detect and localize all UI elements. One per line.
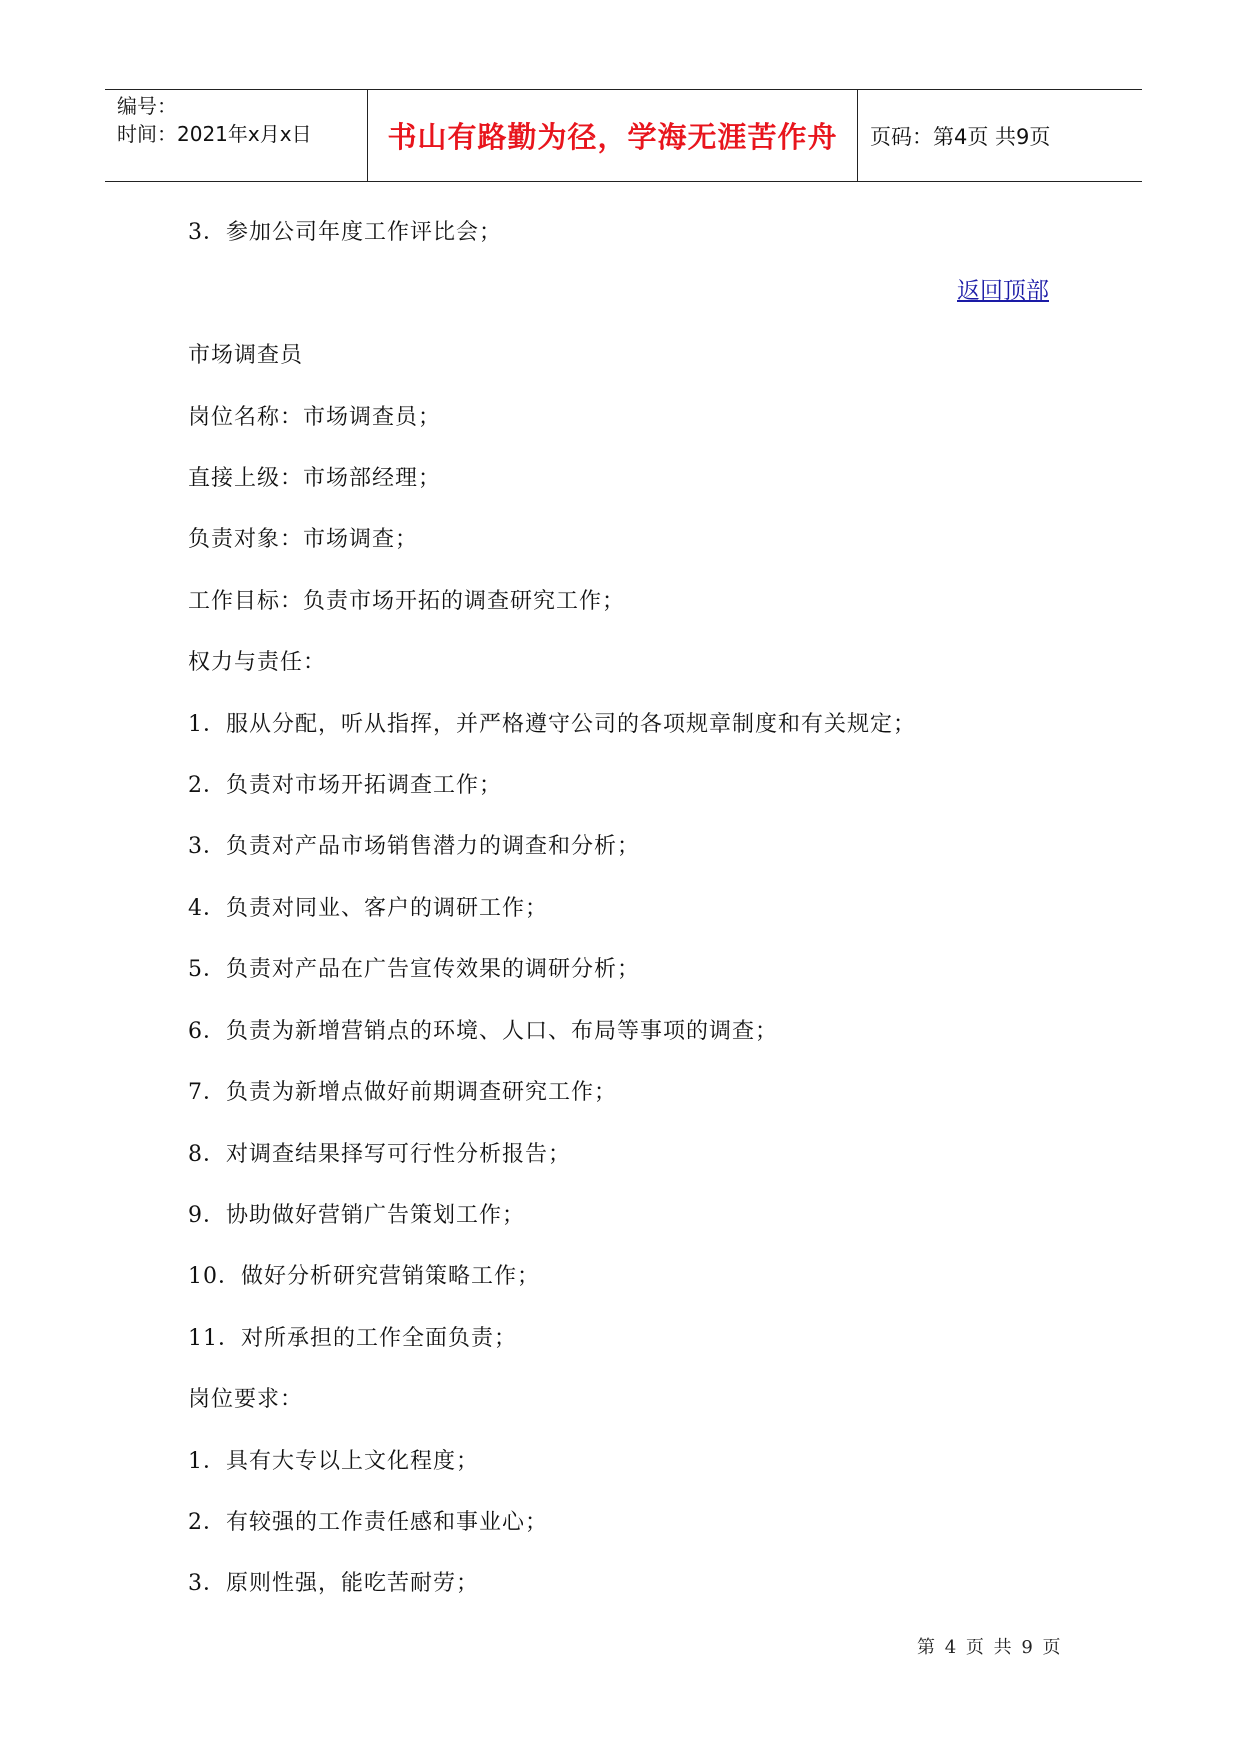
body-line: 8．对调查结果择写可行性分析报告； [188,1142,571,1167]
body-line: 5．负责对产品在广告宣传效果的调研分析； [188,957,640,982]
header-motto: 书山有路勤为径，学海无涯苦作舟 [387,120,838,154]
body-line: 11．对所承担的工作全面负责； [188,1326,517,1351]
header-page-info: 页码：第4页 共9页 [870,124,1051,149]
body-line: 权力与责任： [188,650,327,675]
page-footer: 第 4 页 共 9 页 [917,1637,1063,1658]
body-line: 4．负责对同业、客户的调研工作； [188,896,548,921]
body-line: 1．具有大专以上文化程度； [188,1449,479,1474]
body-line: 3．负责对产品市场销售潜力的调查和分析； [188,834,640,859]
section-title: 市场调查员 [188,343,304,368]
body-line: 负责对象：市场调查； [188,527,419,552]
body-line: 岗位名称：市场调查员； [188,405,442,430]
body-line: 岗位要求： [188,1387,304,1412]
header-meta-cell [105,90,368,181]
document-header [105,89,1142,182]
body-line: 7．负责为新增点做好前期调查研究工作； [188,1080,617,1105]
header-time-label: 时间：2021年x月x日 [117,122,312,146]
body-line: 3．参加公司年度工作评比会； [188,220,502,245]
back-to-top-link[interactable]: 返回顶部 [957,278,1049,304]
body-line: 6．负责为新增营销点的环境、人口、布局等事项的调查； [188,1019,778,1044]
header-motto-cell [368,90,858,181]
body-line: 9．协助做好营销广告策划工作； [188,1203,525,1228]
body-line: 3．原则性强，能吃苦耐劳； [188,1571,479,1596]
header-number-label: 编号： [117,94,177,118]
body-line: 2．负责对市场开拓调查工作； [188,773,502,798]
body-line: 2．有较强的工作责任感和事业心； [188,1510,548,1535]
header-page-cell [858,90,1142,181]
body-line: 直接上级：市场部经理； [188,466,442,491]
body-line: 1．服从分配，听从指挥，并严格遵守公司的各项规章制度和有关规定； [188,712,916,737]
body-line: 10．做好分析研究营销策略工作； [188,1264,540,1289]
body-line: 工作目标：负责市场开拓的调查研究工作； [188,589,626,614]
